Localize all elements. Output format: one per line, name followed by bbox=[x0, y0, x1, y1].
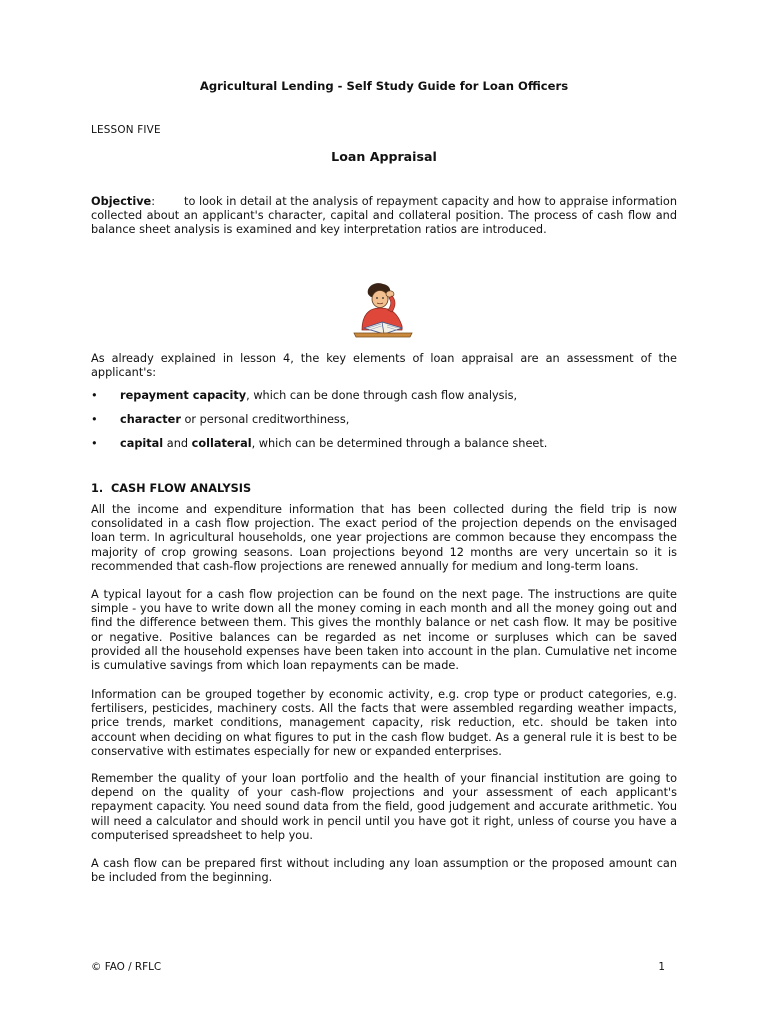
bullet-text: , which can be done through cash flow analysis, bbox=[246, 389, 518, 402]
objective-colon: : bbox=[151, 195, 156, 208]
objective-label: Objective bbox=[91, 195, 152, 208]
running-header: Agricultural Lending - Self Study Guide for Loan Officers bbox=[199, 79, 569, 93]
bullet-term-2: collateral bbox=[191, 437, 252, 450]
page-number: 1 bbox=[658, 961, 665, 973]
appraisal-elements-list bbox=[91, 389, 677, 461]
body-paragraph: A cash flow can be prepared first without including any loan assumption or the proposed amount can be included from the beginning. bbox=[91, 857, 677, 885]
objective-paragraph bbox=[91, 195, 677, 238]
bullet-connector: and bbox=[163, 437, 192, 450]
bullet-icon: • bbox=[91, 413, 98, 426]
list-item bbox=[91, 389, 677, 413]
bullet-text: or personal creditworthiness, bbox=[180, 413, 350, 426]
list-item bbox=[91, 437, 677, 461]
bullet-term: character bbox=[120, 413, 181, 426]
body-paragraph: Information can be grouped together by economic activity, e.g. crop type or product categories, e.g. fertilisers, pesticides, machinery costs. All the facts that were assembled regarding weather impacts, price trends, market conditions, management capacity, risk reduction, etc. should be taken into account when deciding on what figures to put in the cash flow budget. As a general rule it is best to be conservative with estimates especially for new or expanded enterprises. bbox=[91, 688, 677, 758]
objective-text: to look in detail at the analysis of repayment capacity and how to appraise information collected about an applicant's character, capital and collateral position. The process of cash flow and balance sheet analysis is examined and key interpretation ratios are introduced. bbox=[91, 195, 678, 237]
lesson-label: LESSON FIVE bbox=[91, 124, 161, 136]
body-paragraph: All the income and expenditure information that has been collected during the field trip is now consolidated in a cash flow projection. The exact period of the projection depends on the envisaged loan term. In agricultural households, one year projections are common because they encompass the majority of crop growing seasons. Loan projections beyond 12 months are very uncertain so it is recommended that cash-flow projections are renewed annually for medium and long-term loans. bbox=[91, 503, 677, 573]
footer-copyright: © FAO / RFLC bbox=[91, 961, 162, 973]
bullet-icon: • bbox=[91, 389, 98, 402]
bullet-term: repayment capacity bbox=[120, 389, 247, 402]
intro-paragraph: As already explained in lesson 4, the key elements of loan appraisal are an assessment of the applicant's: bbox=[91, 352, 677, 380]
section-title: CASH FLOW ANALYSIS bbox=[111, 482, 252, 495]
bullet-text: , which can be determined through a balance sheet. bbox=[251, 437, 548, 450]
section-heading bbox=[91, 482, 251, 496]
body-paragraph: Remember the quality of your loan portfolio and the health of your financial institution are going to depend on the quality of your cash-flow projections and your assessment of each applicant's repayment capacity. You need sound data from the field, good judgement and accurate arithmetic. You will need a calculator and should work in pencil until you have got it right, unless of course you have a computerised spreadsheet to help you. bbox=[91, 772, 677, 842]
bullet-term: capital bbox=[120, 437, 164, 450]
student-reading-icon bbox=[352, 282, 414, 338]
bullet-icon: • bbox=[91, 437, 98, 450]
section-number: 1. bbox=[91, 482, 104, 495]
page-title: Loan Appraisal bbox=[331, 149, 437, 164]
body-paragraph: A typical layout for a cash flow projection can be found on the next page. The instructions are quite simple - you have to write down all the money coming in each month and all the money going out and find the difference between them. This gives the monthly balance or net cash flow. It may be positive or negative. Positive balances can be regarded as net income or surpluses which can be saved provided all the household expenses have been taken into account in the plan. Cumulative net income is cumulative savings from which loan repayments can be made. bbox=[91, 588, 677, 673]
list-item bbox=[91, 413, 677, 437]
